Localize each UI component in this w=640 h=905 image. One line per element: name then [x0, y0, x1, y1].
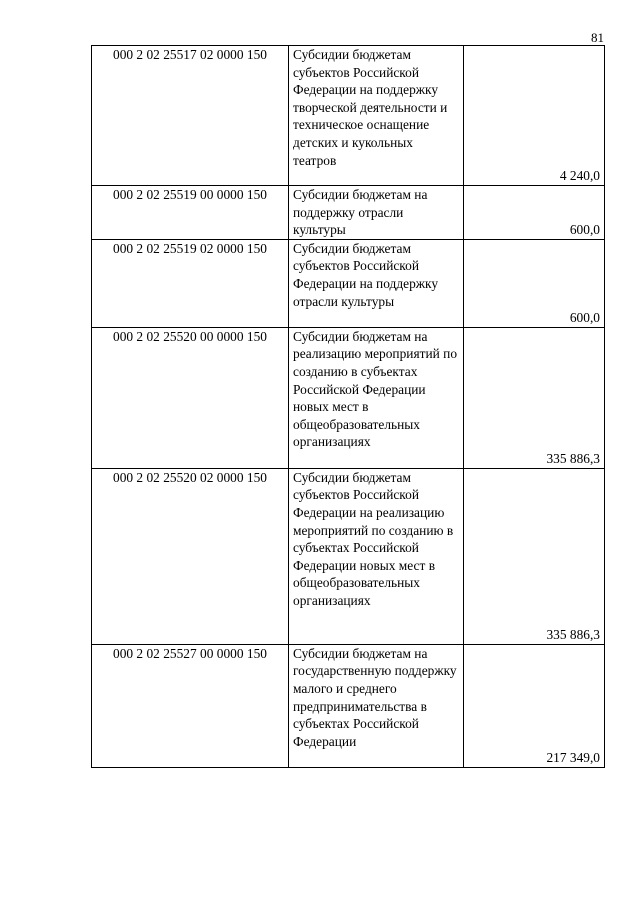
income-name-cell: Субсидии бюджетам на поддержку отрасли культуры: [289, 186, 464, 240]
income-name-cell: Субсидии бюджетам на реализацию мероприятий по созданию в субъектах Российской Федерации новых мест в общеобразовательных организациях: [289, 327, 464, 468]
income-name-cell: Субсидии бюджетам субъектов Российской Федерации на реализацию мероприятий по созданию в субъектах Российской Федерации новых мест в общеобразовательных организациях: [289, 468, 464, 644]
budget-table: [91, 45, 605, 768]
table-row: [92, 327, 605, 468]
budget-code-cell: 000 2 02 25527 00 0000 150: [92, 644, 289, 767]
amount-cell: 217 349,0: [464, 644, 605, 767]
table-row: [92, 46, 605, 186]
amount-cell: 335 886,3: [464, 468, 605, 644]
budget-code-cell: 000 2 02 25519 02 0000 150: [92, 239, 289, 327]
table-row: [92, 468, 605, 644]
income-name-cell: Субсидии бюджетам субъектов Российской Федерации на поддержку творческой деятельности и техническое оснащение детских и кукольных театров: [289, 46, 464, 186]
budget-code-cell: 000 2 02 25520 02 0000 150: [92, 468, 289, 644]
amount-cell: 4 240,0: [464, 46, 605, 186]
budget-code-cell: 000 2 02 25520 00 0000 150: [92, 327, 289, 468]
budget-code-cell: 000 2 02 25519 00 0000 150: [92, 186, 289, 240]
budget-code-cell: 000 2 02 25517 02 0000 150: [92, 46, 289, 186]
amount-cell: 600,0: [464, 239, 605, 327]
amount-cell: 335 886,3: [464, 327, 605, 468]
table-row: [92, 186, 605, 240]
table-row: [92, 644, 605, 767]
page-number: 81: [591, 30, 604, 45]
table-row: [92, 239, 605, 327]
income-name-cell: Субсидии бюджетам на государственную поддержку малого и среднего предпринимательства в субъектах Российской Федерации: [289, 644, 464, 767]
amount-cell: 600,0: [464, 186, 605, 240]
income-name-cell: Субсидии бюджетам субъектов Российской Федерации на поддержку отрасли культуры: [289, 239, 464, 327]
